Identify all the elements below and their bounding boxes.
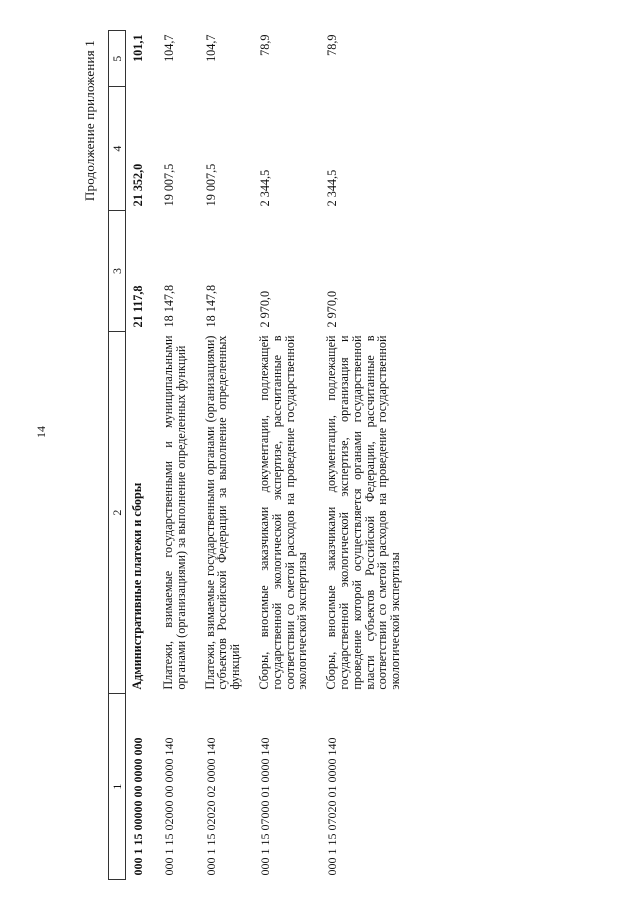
row-value-col5: 78,9 bbox=[325, 34, 340, 56]
row-value-col5: 101,1 bbox=[131, 34, 145, 62]
row-name: Административные платежи и сборы bbox=[130, 482, 144, 690]
row-code: 000 1 15 00000 00 0000 000 bbox=[131, 737, 145, 876]
table-header bbox=[109, 31, 126, 880]
column-number-4: 4 bbox=[109, 87, 126, 211]
row-value-col4: 19 007,5 bbox=[162, 163, 176, 207]
row-value-col5: 104,7 bbox=[162, 34, 176, 62]
table-row bbox=[323, 31, 416, 880]
appendix-caption: Продолжение приложения 1 bbox=[82, 40, 97, 202]
budget-table bbox=[108, 30, 416, 880]
row-code: 000 1 15 02020 02 0000 140 bbox=[203, 737, 218, 876]
row-code: 000 1 15 07020 01 0000 140 bbox=[325, 737, 340, 876]
row-code: 000 1 15 02000 00 0000 140 bbox=[162, 737, 176, 876]
row-value-col5: 104,7 bbox=[203, 34, 218, 62]
table-row bbox=[126, 31, 161, 880]
table-row bbox=[202, 31, 256, 880]
column-number-3: 3 bbox=[109, 210, 126, 331]
row-value-col4: 21 352,0 bbox=[131, 163, 145, 207]
row-name: Сборы, вносимые заказчиками документации, подлежащей государственной экологической экспертизе, рассчитанные в соответствии со сметой расходов на проведение государственной экологической экспертизы bbox=[256, 335, 310, 690]
column-number-1: 1 bbox=[109, 694, 126, 880]
column-number-2: 2 bbox=[109, 332, 126, 694]
row-value-col3: 18 147,8 bbox=[162, 284, 176, 328]
table-row bbox=[160, 31, 202, 880]
row-value-col3: 18 147,8 bbox=[203, 284, 218, 328]
row-name: Платежи, взимаемые государственными органами (организациями) субъектов Российской Федерации за выполнение определенных функций bbox=[202, 335, 243, 690]
row-code: 000 1 15 07000 01 0000 140 bbox=[257, 737, 272, 876]
table-row bbox=[256, 31, 323, 880]
row-value-col3: 2 970,0 bbox=[325, 290, 340, 328]
row-name: Платежи, взимаемые государственными и муниципальными органами (организациями) за выполнение определенных функций bbox=[161, 335, 188, 690]
row-value-col4: 2 344,5 bbox=[257, 169, 272, 207]
row-value-col3: 2 970,0 bbox=[257, 290, 272, 328]
page-number: 14 bbox=[34, 426, 48, 438]
row-name: Сборы, вносимые заказчиками документации, подлежащей государственной экологической экспертизе, организация и проведение которой осуществляется органами государственной власти субъектов Российской Федерации, рассчитанные в соответствии со сметой расходов на проведение государственной экологической экспертизы bbox=[324, 335, 403, 690]
row-value-col5: 78,9 bbox=[257, 34, 272, 56]
row-value-col4: 19 007,5 bbox=[203, 163, 218, 207]
row-value-col3: 21 117,8 bbox=[131, 285, 145, 328]
row-value-col4: 2 344,5 bbox=[325, 169, 340, 207]
rotated-sheet bbox=[80, 30, 600, 880]
column-number-5: 5 bbox=[109, 31, 126, 87]
